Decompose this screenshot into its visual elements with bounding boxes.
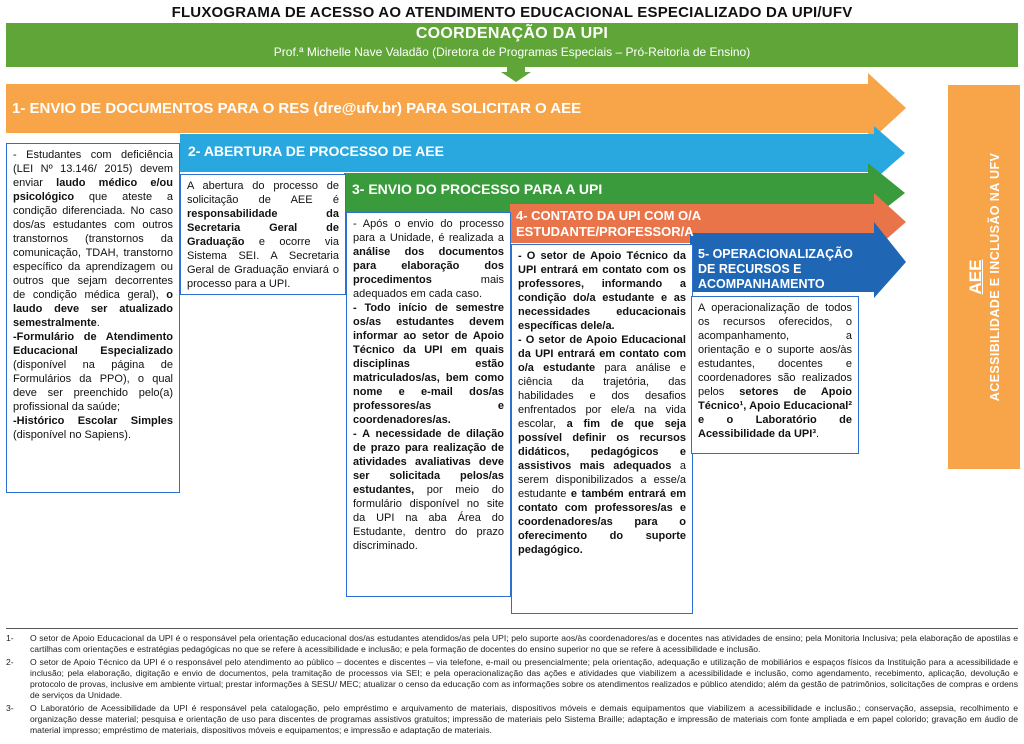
step4-paragraph: [518, 333, 686, 557]
step3-paragraph: [353, 427, 504, 553]
footnote-text: O setor de Apoio Técnico da UPI é o responsável pelo atendimento ao público – docentes e discentes – via telefone, e-mail ou presencialmente; pela orientação, adequação e utilização de mobiliários e espaços físicos da Instituição para a acessibilidade e inclusão; pela elaboração, digitação e envio de documentos, pela tramitação de processos via SEI; e pela operacionalização das ações e atividades que viabilizem a acessibilidade e inclusão, como agendamento, recebimento, aplicação, devolução e protocolo de provas, inclusive em ambiente virtual; prestar informações à SESU/ MEC; atualizar o censo da educação com as informações sobre os atendimentos realizados e público atendido; além da gestão de patrimônios, solicitações de compras e ordens de serviços da Unidade.: [30, 657, 1018, 700]
step5-text: .: [815, 428, 820, 440]
coordination-subtitle: Prof.ª Michelle Nave Valadão (Diretora de Programas Especiais – Pró-Reitoria de Ensino): [273, 45, 751, 59]
aee-short-label: AEE: [966, 259, 985, 295]
step3-label: 3- ENVIO DO PROCESSO PARA A UPI: [352, 181, 603, 197]
step3-paragraph: [353, 217, 504, 301]
down-arrow-icon: [501, 67, 531, 82]
step3-box: [346, 212, 511, 597]
step1-text: laudo médico e/ou psicológico: [13, 177, 173, 203]
step1-text: -Histórico Escolar Simples: [13, 415, 173, 427]
step5-box: [691, 296, 859, 454]
footnote-item: [6, 633, 1018, 655]
step1-text: que ateste a condição diferenciada. No caso dos/as estudantes com outros transtornos (transtornos da comunicação, TDAH, transtorno específico da aprendizagem ou outros que sejam decorrentes de condição médica geral),: [13, 191, 173, 301]
step1-paragraph: [13, 330, 173, 414]
step5-text: setores de Apoio Técnico¹, Apoio Educacional² e o Laboratório de Acessibilidade da UPI³: [698, 386, 852, 440]
footnote-text: O Laboratório de Acessibilidade da UPI é responsável pela catalogação, pelo empréstimo e arquivamento de materiais, dispositivos móveis e demais equipamentos que viabilizem a acessibilidade e inclusão.; conservação, assepsia, recolhimento e organização desse material; pesquisa e orientação de uso para discentes de programas assistivos gratuitos; impressão de materiais pelo Sistema Braille; adaptação e impressão de materiais com fonte ampliada e em papel colorido; gravação em áudio de material impresso; empréstimo de materiais, dispositivos móveis e equipamentos; e impressão e adaptação de materiais.: [30, 703, 1018, 735]
footnote-item: [6, 657, 1018, 701]
step1-text: .: [96, 317, 100, 329]
step3-text: mais adequados em cada caso.: [353, 274, 504, 300]
step4-text: - O setor de Apoio Técnico da UPI entrará em contato com os professores, informando a condição do/a estudante e as necessidades educacionais específicas dele/a.: [518, 250, 686, 332]
step4-text: - O setor de Apoio Educacional da UPI entrará em contato com o/a estudante: [518, 334, 686, 374]
coordination-title: COORDENAÇÃO DA UPI: [415, 25, 609, 42]
step4-paragraph: [518, 249, 686, 333]
step4-text: a fim de que seja possível definir os recursos didáticos, pedagógicos e assistivos mais adequados: [518, 418, 686, 472]
step1-text: o laudo deve ser atualizado semestralmente: [13, 289, 173, 329]
step2-paragraph: [187, 179, 339, 291]
footnote-number: 1-: [6, 633, 14, 643]
step5-text: A operacionalização de todos os recursos oferecidos, o acompanhamento, a orientação e o suporte aos/às estudantes, docentes e coordenadores são realizados pelos: [698, 302, 852, 398]
aee-side-panel: [948, 85, 1020, 469]
step1-text: (disponível na página de Formulários da PPO), o qual deve ser preenchido pelo(a) profissional da saúde;: [13, 359, 173, 413]
step4-label: 4- CONTATO DA UPI COM O/A ESTUDANTE/PROFESSOR/A: [516, 208, 701, 239]
step3-text: - A necessidade de dilação de prazo para realização de atividades avaliativas deve ser solicitada pelos/as estudantes,: [353, 428, 504, 496]
step3-text: - Todo início de semestre os/as estudantes devem informar ao setor de Apoio Técnico da UPI em quais disciplinas estão matriculados/as, bem como nome e e-mail dos/as professores/as e coordenadores/as.: [353, 302, 504, 426]
step1-paragraph: [13, 148, 173, 330]
aee-long-label: ACESSIBILIDADE E INCLUSÃO NA UFV: [988, 152, 1002, 402]
footnote-number: 2-: [6, 657, 14, 667]
step4-box: [511, 244, 693, 614]
step3-text: análise dos documentos para elaboração dos procedimentos: [353, 246, 504, 286]
step3-text: por meio do formulário disponível no site da UPI na aba Área do Estudante, dentro do prazo discriminado.: [353, 484, 504, 552]
step2-box: [180, 174, 346, 295]
step3-paragraph: [353, 301, 504, 427]
step1-box: [6, 143, 180, 493]
step4-text: a serem disponibilizados a esse/a estudante: [518, 460, 686, 500]
step2-text: responsabilidade da Secretaria Geral de Graduação: [187, 208, 339, 248]
step5-label: 5- OPERACIONALIZAÇÃO DE RECURSOS E ACOMPANHAMENTO: [698, 247, 853, 291]
step1-text: -Formulário de Atendimento Educacional Especializado: [13, 331, 173, 357]
step1-text: - Estudantes com deficiência (LEI Nº 13.146/ 2015) devem enviar: [13, 149, 173, 189]
step1-paragraph: [13, 414, 173, 442]
step3-text: - Após o envio do processo para a Unidade, é realizada a: [353, 218, 504, 244]
step4-text: e também entrará em contato com professores/as e coordenadores/as para o oferecimento do suporte pedagógico.: [518, 488, 687, 556]
step2-label: 2- ABERTURA DE PROCESSO DE AEE: [188, 143, 444, 159]
diagram-title: FLUXOGRAMA DE ACESSO AO ATENDIMENTO EDUCACIONAL ESPECIALIZADO DA UPI/UFV: [171, 4, 853, 21]
footnote-item: [6, 703, 1018, 736]
footnotes: [6, 628, 1018, 738]
step2-text: A abertura do processo de solicitação de AEE é: [187, 180, 339, 206]
step4-text: para análise e ciência da trajetória, das habilidades e dos desafios enfrentados por ele/a na vida escolar,: [518, 362, 686, 430]
step2-text: e ocorre via Sistema SEI. A Secretaria Geral de Graduação enviará o processo para a UPI.: [187, 236, 339, 290]
step1-text: (disponível no Sapiens).: [13, 429, 132, 441]
footnote-number: 3-: [6, 703, 14, 713]
footnote-text: O setor de Apoio Educacional da UPI é o responsável pela orientação educacional dos/as estudantes atendidos/as pela UPI; pelo suporte aos/às coordenadores/as e docentes nas atividades de ensino; pela Monitoria Inclusiva; pela elaboração de apostilas e cartilhas com orientações e estratégias pedagógicas no que se refere à acessibilidade e inclusão; e pela formação de docentes do ensino superior no que se refere à acessibilidade e inclusão.: [30, 633, 1018, 654]
step1-label: 1- ENVIO DE DOCUMENTOS PARA O RES (dre@ufv.br) PARA SOLICITAR O AEE: [12, 100, 582, 117]
step5-paragraph: [698, 301, 852, 441]
